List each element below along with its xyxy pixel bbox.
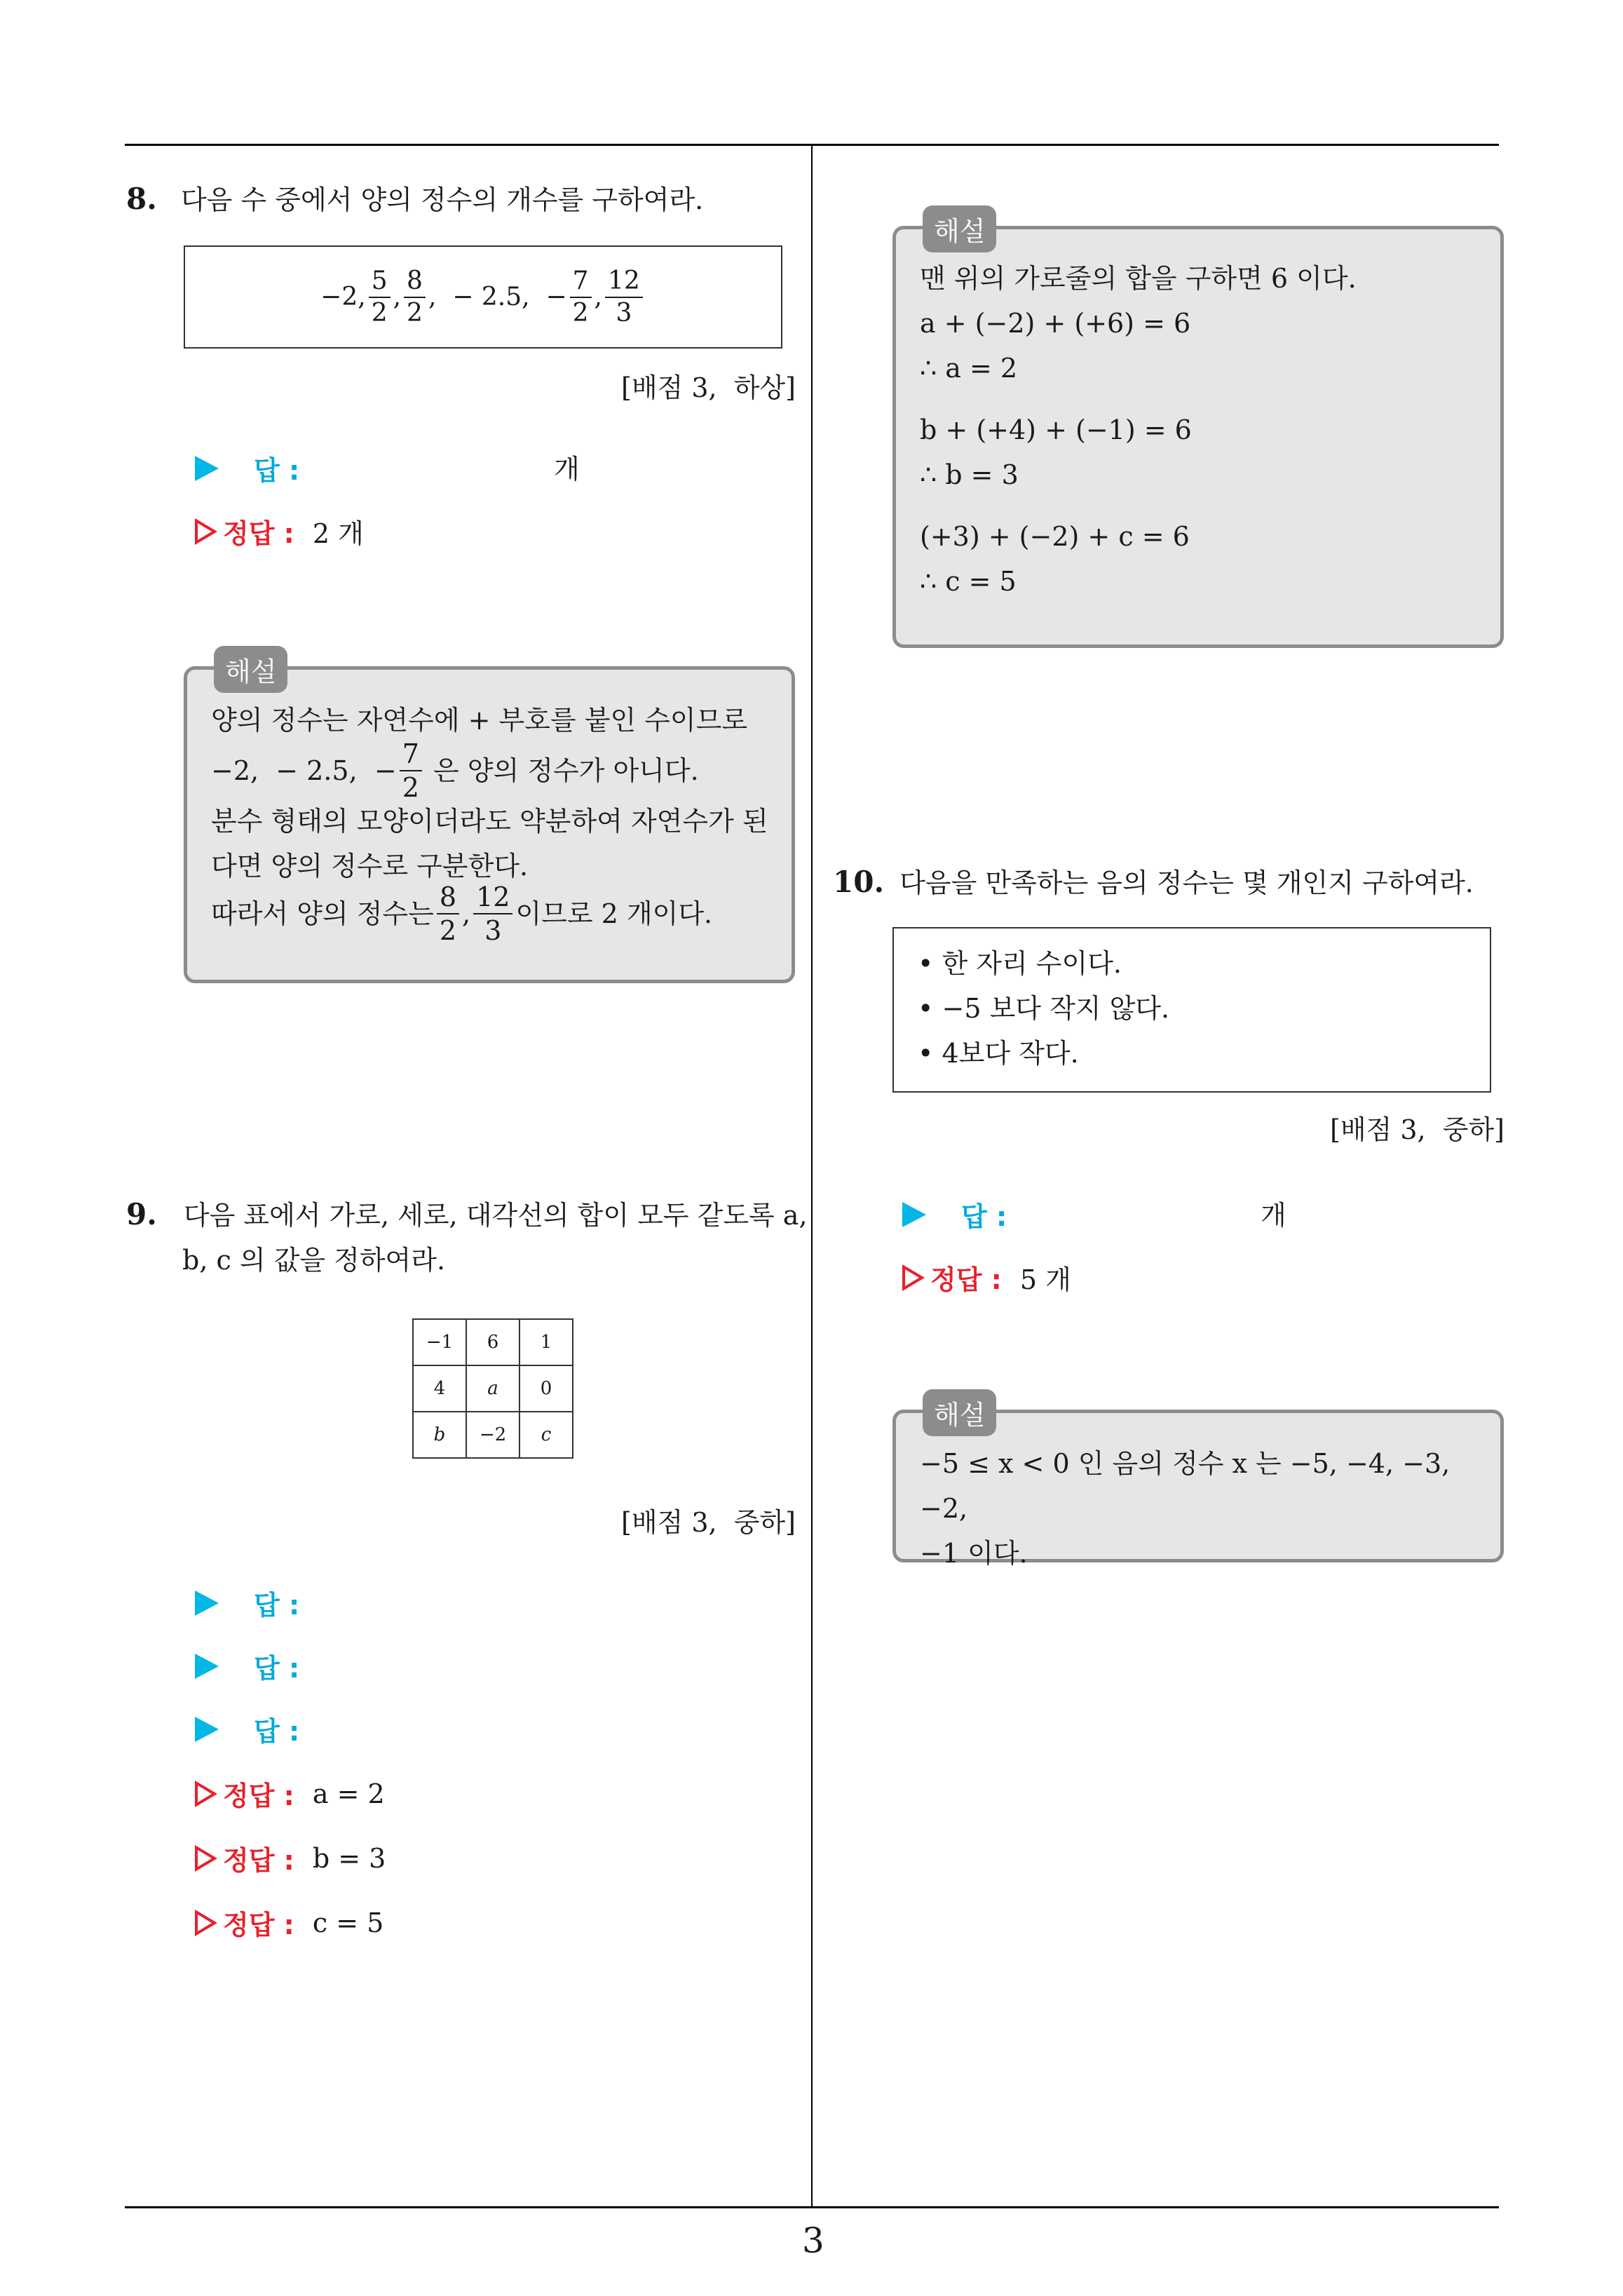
number-item: , − 2.5, −	[428, 283, 567, 311]
correct-value: b = 3	[312, 1842, 386, 1874]
explanation-text: 맨 위의 가로줄의 합을 구하면 6 이다. a + (−2) + (+6) = 6 ∴ a = 2 b + (+4) + (−1) = 6 ∴ b = 3 (+3) + (−2) + c = 6 ∴ c = 5	[920, 263, 1357, 597]
question-text: 다음을 만족하는 음의 정수는 몇 개인지 구하여라.	[899, 867, 1474, 898]
list-item: • 4보다 작다.	[918, 1031, 1169, 1076]
correct-value: 2 개	[312, 518, 364, 549]
correct-label: 정답 :	[223, 1781, 294, 1811]
number-list-box: −2, $\frac{5}{2}$ , $\frac{8}{2}$ , − 2.5, − $\frac{7}{2}$ , $\frac{12}{3}$	[184, 245, 782, 349]
correct-value: 5 개	[1019, 1264, 1071, 1295]
conditions-list	[918, 941, 1169, 1076]
correct-answer-row	[195, 1774, 385, 1813]
score-label: [배점 3, 중하]	[621, 1507, 796, 1538]
correct-answer-row	[195, 512, 364, 551]
answer-unit: 개	[554, 454, 580, 485]
table-cell: −2	[466, 1412, 520, 1458]
correct-label: 정답 :	[223, 1910, 294, 1940]
conditions-box	[892, 927, 1491, 1093]
question-number: 10.	[833, 865, 885, 899]
table-cell: −1	[413, 1319, 466, 1365]
explanation-text: 양의 정수는 자연수에 + 부호를 붙인 수이므로 −2, − 2.5, − $\frac{7}{2}$ 은 양의 정수가 아니다. 분수 형태의 모양이더라도 약분하여 자연수가 된 다면 양의 정수로 구분한다. 따라서 양의 정수는 $\frac{8}{2}$ , $\frac{12}{3}$ 이므로 2 개이다.	[211, 705, 768, 946]
fraction: $\frac{5}{2}$	[369, 269, 391, 326]
play-arrow-icon	[195, 1654, 219, 1679]
list-item: • −5 보다 작지 않다.	[918, 986, 1169, 1031]
answer-row	[195, 1710, 299, 1748]
play-arrow-icon	[195, 1717, 219, 1742]
correct-label: 정답 :	[223, 518, 294, 549]
explanation-tag: 해설	[923, 205, 996, 252]
table-cell: c	[520, 1412, 573, 1458]
answer-row	[195, 449, 299, 487]
explanation-box	[892, 1400, 1504, 1569]
answer-label: 답 :	[254, 455, 300, 486]
answer-label: 답 :	[254, 1590, 300, 1621]
page-number: 3	[802, 2220, 824, 2261]
fraction: $\frac{7}{2}$	[570, 269, 592, 326]
answer-label: 답 :	[254, 1716, 300, 1747]
table-cell: b	[413, 1412, 466, 1458]
column-divider	[811, 144, 813, 2208]
correct-label: 정답 :	[930, 1264, 1002, 1295]
correct-value: c = 5	[312, 1907, 384, 1938]
question-text-cont: b, c 의 값을 정하여라.	[182, 1245, 446, 1276]
play-arrow-icon	[195, 1591, 219, 1616]
question-number: 9.	[126, 1197, 157, 1231]
question-8	[126, 177, 703, 222]
explanation-box	[892, 216, 1504, 648]
outline-arrow-icon	[195, 1845, 217, 1872]
question-text: 다음 표에서 가로, 세로, 대각선의 합이 모두 같도록 a,	[183, 1200, 808, 1231]
question-text: 다음 수 중에서 양의 정수의 개수를 구하여라.	[180, 184, 704, 215]
magic-square-table	[412, 1318, 573, 1459]
question-9	[126, 1192, 808, 1283]
outline-arrow-icon	[195, 518, 217, 545]
answer-unit: 개	[1261, 1200, 1286, 1231]
score-label: [배점 3, 하상]	[621, 372, 796, 403]
answer-row	[195, 1583, 299, 1622]
list-item: • 한 자리 수이다.	[918, 941, 1169, 986]
correct-answer-row	[195, 1903, 383, 1942]
correct-answer-row	[195, 1839, 386, 1877]
answer-row	[195, 1647, 299, 1685]
outline-arrow-icon	[902, 1264, 925, 1291]
correct-value: a = 2	[312, 1778, 385, 1809]
outline-arrow-icon	[195, 1781, 217, 1807]
fraction: $\frac{7}{2}$	[400, 741, 422, 801]
correct-label: 정답 :	[223, 1845, 294, 1876]
fraction: $\frac{8}{2}$	[404, 269, 426, 326]
correct-answer-row	[902, 1258, 1071, 1297]
table-cell: 1	[520, 1319, 573, 1365]
answer-label: 답 :	[254, 1653, 300, 1684]
table-cell: 6	[466, 1319, 520, 1365]
table-row	[413, 1319, 573, 1365]
score-label: [배점 3, 중하]	[1330, 1114, 1505, 1145]
number-item: −2,	[320, 283, 366, 311]
table-cell: a	[466, 1365, 520, 1412]
explanation-tag: 해설	[214, 646, 287, 693]
table-row	[413, 1365, 573, 1412]
question-number: 8.	[126, 182, 157, 216]
answer-row	[902, 1195, 1007, 1234]
explanation-text: −5 ≤ x < 0 인 음의 정수 x 는 −5, −4, −3, −2, −1 이다.	[920, 1448, 1451, 1569]
explanation-box	[184, 656, 795, 983]
fraction: $\frac{8}{2}$	[437, 884, 459, 944]
play-arrow-icon	[902, 1202, 926, 1227]
table-row	[413, 1412, 573, 1458]
table-cell: 0	[520, 1365, 573, 1412]
outline-arrow-icon	[195, 1910, 217, 1936]
explanation-tag: 해설	[923, 1389, 996, 1436]
question-10	[833, 860, 1474, 905]
bottom-rule	[125, 2206, 1499, 2208]
table-cell: 4	[413, 1365, 466, 1412]
answer-label: 답 :	[961, 1201, 1007, 1232]
fraction: $\frac{12}{3}$	[605, 269, 643, 326]
fraction: $\frac{12}{3}$	[473, 884, 512, 944]
play-arrow-icon	[195, 456, 219, 481]
